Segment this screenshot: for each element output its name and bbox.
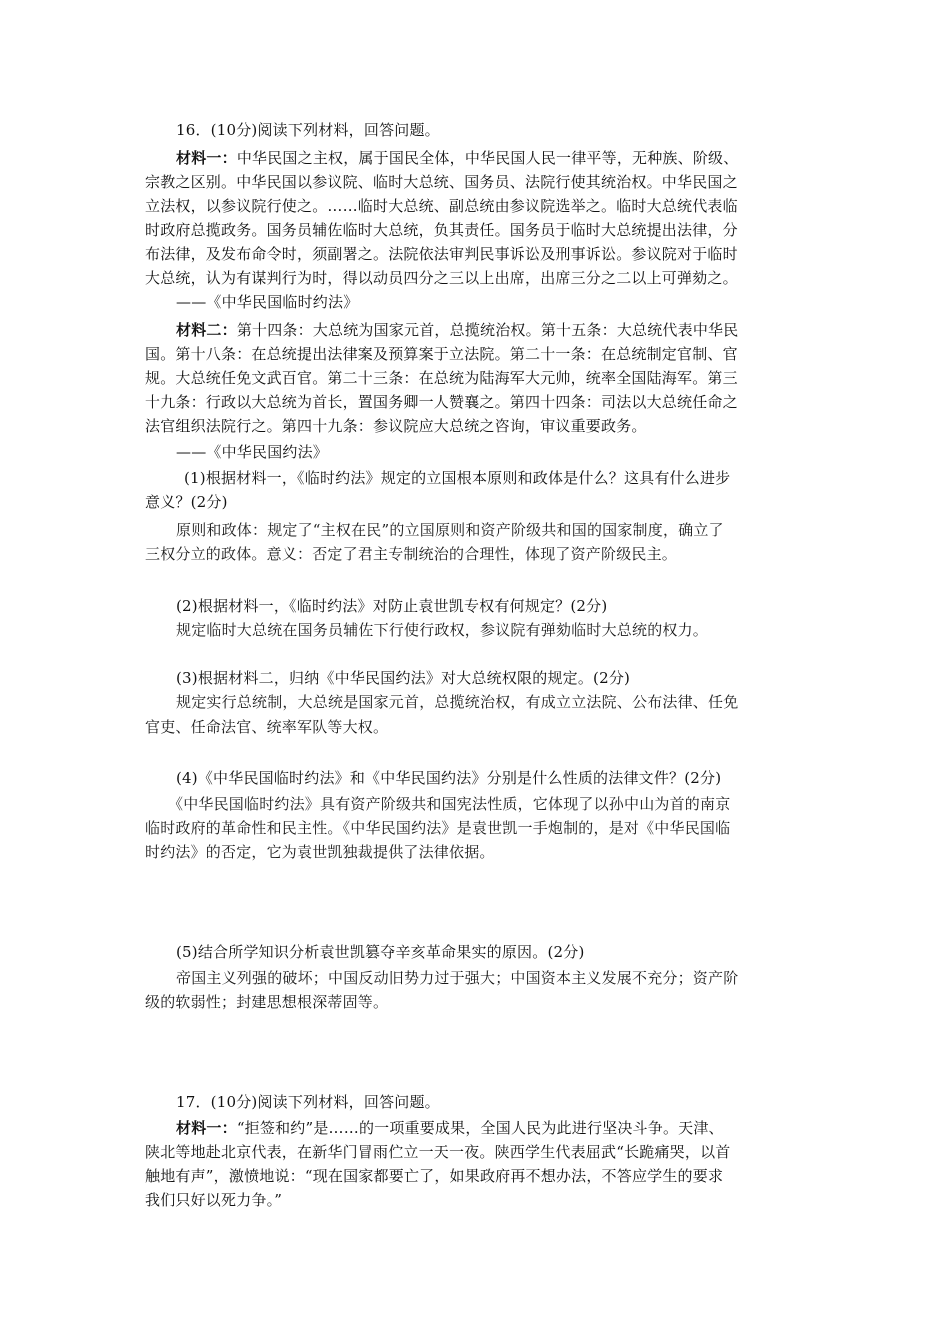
q16-material-2-line-5: 法官组织法院行之。第四十九条：参议院应大总统之咨询，审议重要政务。 <box>145 417 647 435</box>
q16-sub1-question-line-2: 意义？(2分) <box>145 493 228 511</box>
q16-sub1-question-line-1: (1)根据材料一，《临时约法》规定的立国根本原则和政体是什么？这具有什么进步 <box>184 469 731 487</box>
q17-material-1-line-1: 材料一：“拒签和约”是……的一项重要成果，全国人民为此进行坚决斗争。天津、 <box>176 1119 724 1137</box>
q16-sub2-question: (2)根据材料一，《临时约法》对防止袁世凯专权有何规定？(2分) <box>176 597 608 615</box>
q16-material-2-source: ——《中华民国约法》 <box>176 443 329 461</box>
q16-sub4-answer-line-3: 时约法》的否定，它为袁世凯独裁提供了法律依据。 <box>145 843 495 861</box>
q16-material-1-line-5: 布法律，及发布命令时，须副署之。法院依法审判民事诉讼及刑事诉讼。参议院对于临时 <box>145 245 738 263</box>
q16-material-1-line-4: 时政府总揽政务。国务员辅佐临时大总统，负其责任。国务员于临时大总统提出法律，分 <box>145 221 738 239</box>
q16-sub4-answer-line-2: 临时政府的革命性和民主性。《中华民国约法》是袁世凯一手炮制的，是对《中华民国临 <box>145 819 731 837</box>
q16-sub5-answer-line-2: 级的软弱性；封建思想根深蒂固等。 <box>145 993 389 1011</box>
q17-material-1-label: 材料一： <box>176 1119 237 1137</box>
q16-sub1-answer-line-1: 原则和政体：规定了“主权在民”的立国原则和资产阶级共和国的国家制度，确立了 <box>176 521 724 539</box>
material-1-label: 材料一： <box>176 149 237 167</box>
q16-sub3-answer-line-2: 官吏、任命法官、统率军队等大权。 <box>145 718 389 736</box>
q16-material-1-source: ——《中华民国临时约法》 <box>176 293 359 311</box>
q16-material-2-line-2: 国。第十八条：在总统提出法律案及预算案于立法院。第二十一条：在总统制定官制、官 <box>145 345 738 363</box>
q17-header: 17．(10分)阅读下列材料，回答问题。 <box>176 1093 440 1111</box>
q17-material-1-line-2: 陕北等地赴北京代表，在新华门冒雨伫立一天一夜。陕西学生代表屈武“长跪痛哭，以首 <box>145 1143 731 1161</box>
q16-sub5-answer-line-1: 帝国主义列强的破坏；中国反动旧势力过于强大；中国资本主义发展不充分；资产阶 <box>176 969 739 987</box>
q16-material-1-line-6: 大总统，认为有谋判行为时，得以动员四分之三以上出席，出席三分之二以上可弹劾之。 <box>145 269 738 287</box>
q16-material-1-line-1: 材料一：中华民国之主权，属于国民全体，中华民国人民一律平等，无种族、阶级、 <box>176 149 739 167</box>
material-2-label: 材料二： <box>176 321 237 339</box>
q16-sub4-question: (4)《中华民国临时约法》和《中华民国约法》分别是什么性质的法律文件？(2分) <box>176 769 722 787</box>
q17-material-1-line-3: 触地有声”，激愤地说：“现在国家都要亡了，如果政府再不想办法，不答应学生的要求 <box>145 1167 724 1185</box>
q16-material-1-line-3: 立法权，以参议院行使之。……临时大总统、副总统由参议院选举之。临时大总统代表临 <box>145 197 738 215</box>
q16-material-2-line-4: 十九条：行政以大总统为首长，置国务卿一人赞襄之。第四十四条：司法以大总统任命之 <box>145 393 738 411</box>
q16-sub5-question: (5)结合所学知识分析袁世凯篡夺辛亥革命果实的原因。(2分) <box>176 943 585 961</box>
q16-sub2-answer: 规定临时大总统在国务员辅佐下行使行政权，参议院有弹劾临时大总统的权力。 <box>176 621 709 639</box>
q17-material-1-line-4: 我们只好以死力争。” <box>145 1191 283 1209</box>
q16-material-2-line-1: 材料二：第十四条：大总统为国家元首，总揽统治权。第十五条：大总统代表中华民 <box>176 321 739 339</box>
q16-sub4-answer-line-1: 《中华民国临时约法》具有资产阶级共和国宪法性质，它体现了以孙中山为首的南京 <box>168 795 731 813</box>
q16-sub1-answer-line-2: 三权分立的政体。意义：否定了君主专制统治的合理性，体现了资产阶级民主。 <box>145 545 678 563</box>
q16-material-2-line-3: 规。大总统任免文武百官。第二十三条：在总统为陆海军大元帅，统率全国陆海军。第三 <box>145 369 738 387</box>
q16-header: 16．(10分)阅读下列材料，回答问题。 <box>176 121 440 139</box>
q16-sub3-question: (3)根据材料二，归纳《中华民国约法》对大总统权限的规定。(2分) <box>176 669 631 687</box>
q16-sub3-answer-line-1: 规定实行总统制，大总统是国家元首，总揽统治权，有成立立法院、公布法律、任免 <box>176 693 739 711</box>
q16-material-1-line-2: 宗教之区别。中华民国以参议院、临时大总统、国务员、法院行使其统治权。中华民国之 <box>145 173 738 191</box>
